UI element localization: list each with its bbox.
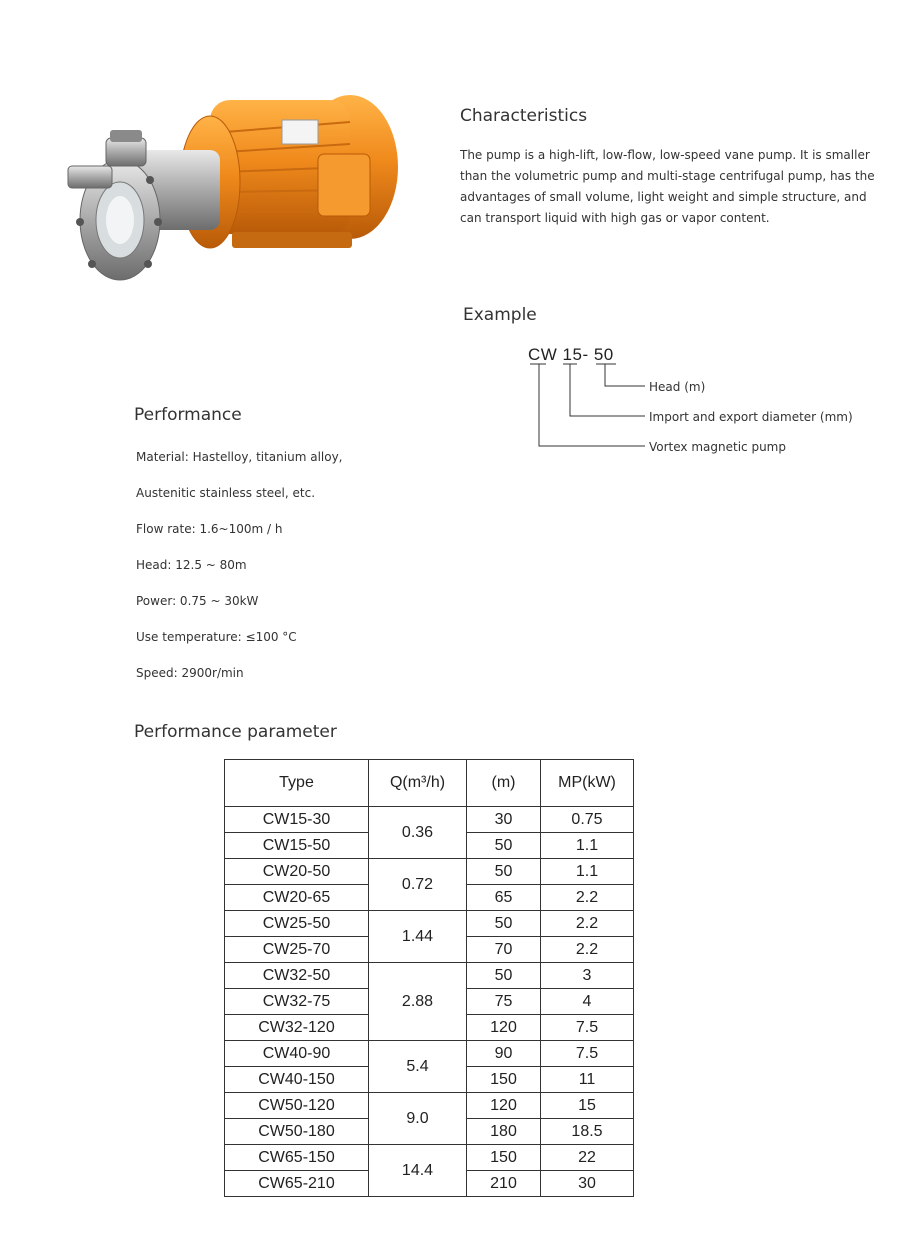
cell-power: 22	[541, 1145, 634, 1171]
cell-type: CW32-50	[225, 963, 369, 989]
example-model-code: CW 15- 50	[528, 345, 614, 364]
cell-type: CW20-65	[225, 885, 369, 911]
table-body	[225, 807, 634, 1197]
cell-type: CW65-150	[225, 1145, 369, 1171]
performance-title: Performance	[134, 405, 242, 425]
cell-power: 0.75	[541, 807, 634, 833]
example-label-diameter: Import and export diameter (mm)	[649, 410, 853, 424]
header-flow: Q(m³/h)	[369, 760, 467, 807]
example-label-head: Head (m)	[649, 380, 706, 394]
cell-power: 2.2	[541, 911, 634, 937]
performance-speed: Speed: 2900r/min	[136, 666, 244, 680]
cell-power: 18.5	[541, 1119, 634, 1145]
example-title: Example	[463, 305, 537, 325]
cell-head: 90	[467, 1041, 541, 1067]
cell-flow: 0.72	[369, 859, 467, 911]
header-head: (m)	[467, 760, 541, 807]
cell-type: CW65-210	[225, 1171, 369, 1197]
header-type: Type	[225, 760, 369, 807]
table-header-row	[225, 760, 634, 807]
cell-type: CW15-50	[225, 833, 369, 859]
header-power: MP(kW)	[541, 760, 634, 807]
cell-power: 15	[541, 1093, 634, 1119]
cell-power: 1.1	[541, 859, 634, 885]
parameter-title: Performance parameter	[134, 722, 337, 742]
cell-power: 11	[541, 1067, 634, 1093]
cell-head: 50	[467, 859, 541, 885]
performance-flow-rate: Flow rate: 1.6~100m / h	[136, 522, 283, 536]
table-row	[225, 1093, 634, 1119]
table-row	[225, 1145, 634, 1171]
cell-head: 50	[467, 833, 541, 859]
cell-type: CW25-70	[225, 937, 369, 963]
characteristics-text: The pump is a high-lift, low-flow, low-speed vane pump. It is smaller than the volumetric pump and multi-stage centrifugal pump, has the advantages of small volume, light weight and simple structure, and can transport liquid with high gas or vapor content.	[460, 148, 875, 225]
cell-head: 120	[467, 1015, 541, 1041]
cell-power: 2.2	[541, 937, 634, 963]
cell-type: CW25-50	[225, 911, 369, 937]
table-row	[225, 859, 634, 885]
cell-type: CW40-90	[225, 1041, 369, 1067]
cell-head: 30	[467, 807, 541, 833]
cell-flow: 1.44	[369, 911, 467, 963]
performance-power: Power: 0.75 ~ 30kW	[136, 594, 259, 608]
performance-head: Head: 12.5 ~ 80m	[136, 558, 247, 572]
table-row	[225, 1041, 634, 1067]
cell-head: 75	[467, 989, 541, 1015]
cell-flow: 2.88	[369, 963, 467, 1041]
performance-material: Material: Hastelloy, titanium alloy,	[136, 450, 343, 464]
table-row	[225, 911, 634, 937]
table-row	[225, 807, 634, 833]
cell-head: 50	[467, 963, 541, 989]
cell-type: CW50-120	[225, 1093, 369, 1119]
characteristics-title: Characteristics	[460, 106, 588, 126]
cell-head: 50	[467, 911, 541, 937]
performance-temperature: Use temperature: ≤100 °C	[136, 630, 297, 644]
cell-power: 30	[541, 1171, 634, 1197]
cell-head: 70	[467, 937, 541, 963]
cell-flow: 0.36	[369, 807, 467, 859]
cell-flow: 14.4	[369, 1145, 467, 1197]
cell-type: CW40-150	[225, 1067, 369, 1093]
cell-type: CW15-30	[225, 807, 369, 833]
cell-power: 3	[541, 963, 634, 989]
cell-type: CW32-120	[225, 1015, 369, 1041]
parameter-table	[224, 759, 634, 1197]
cell-head: 120	[467, 1093, 541, 1119]
cell-type: CW50-180	[225, 1119, 369, 1145]
cell-power: 1.1	[541, 833, 634, 859]
cell-head: 150	[467, 1067, 541, 1093]
example-label-pump-type: Vortex magnetic pump	[649, 440, 786, 454]
pump-image	[50, 72, 410, 302]
cell-power: 7.5	[541, 1041, 634, 1067]
cell-power: 4	[541, 989, 634, 1015]
cell-head: 150	[467, 1145, 541, 1171]
cell-flow: 9.0	[369, 1093, 467, 1145]
performance-material-cont: Austenitic stainless steel, etc.	[136, 486, 316, 500]
cell-power: 7.5	[541, 1015, 634, 1041]
cell-head: 210	[467, 1171, 541, 1197]
cell-type: CW20-50	[225, 859, 369, 885]
cell-head: 65	[467, 885, 541, 911]
cell-head: 180	[467, 1119, 541, 1145]
cell-flow: 5.4	[369, 1041, 467, 1093]
cell-power: 2.2	[541, 885, 634, 911]
table-row	[225, 963, 634, 989]
cell-type: CW32-75	[225, 989, 369, 1015]
